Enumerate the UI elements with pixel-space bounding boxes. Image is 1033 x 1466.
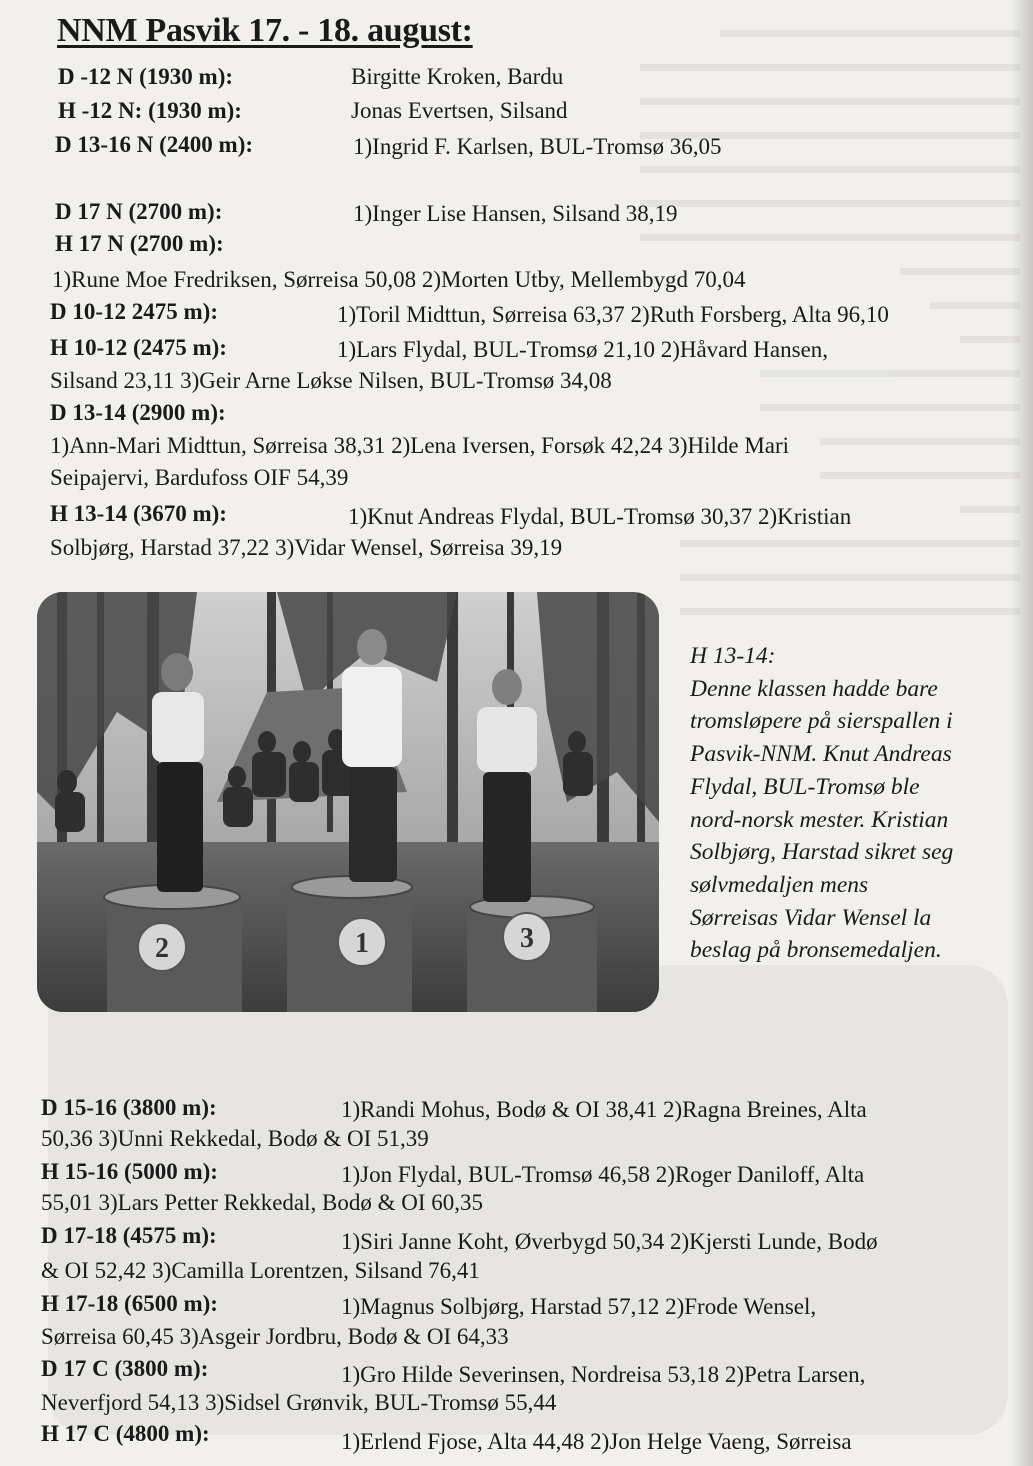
- result-entry: 1)Lars Flydal, BUL-Tromsø 21,10 2)Håvard Hansen,: [337, 337, 829, 362]
- result-entry: & OI 52,42 3)Camilla Lorentzen, Silsand 76,41: [41, 1258, 480, 1283]
- caption-line: Pasvik-NNM. Knut Andreas: [690, 741, 952, 768]
- result-entry: Seipajervi, Bardufoss OIF 54,39: [50, 465, 349, 490]
- result-entry: 1)Inger Lise Hansen, Silsand 38,19: [353, 201, 678, 226]
- result-entry: Solbjørg, Harstad 37,22 3)Vidar Wensel, Sørreisa 39,19: [50, 535, 563, 560]
- result-class: H 10-12 (2475 m):: [50, 335, 227, 360]
- result-entry: Neverfjord 54,13 3)Sidsel Grønvik, BUL-Tromsø 55,44: [41, 1390, 557, 1415]
- result-class: D -12 N (1930 m):: [58, 64, 234, 89]
- result-class: D 17-18 (4575 m):: [41, 1223, 217, 1248]
- result-entry: 1)Toril Midttun, Sørreisa 63,37 2)Ruth Forsberg, Alta 96,10: [337, 302, 889, 327]
- caption-line: H 13-14:: [690, 643, 776, 669]
- result-entry: 1)Magnus Solbjørg, Harstad 57,12 2)Frode Wensel,: [341, 1294, 817, 1319]
- result-class: D 15-16 (3800 m):: [41, 1095, 217, 1120]
- result-class: D 17 N (2700 m):: [55, 199, 223, 224]
- result-class: H 17 C (4800 m):: [41, 1421, 210, 1446]
- result-entry: Silsand 23,11 3)Geir Arne Løkse Nilsen, BUL-Tromsø 34,08: [50, 368, 612, 393]
- podium-number: 3: [520, 923, 534, 954]
- result-class: D 13-14 (2900 m):: [50, 400, 226, 425]
- result-entry: 50,36 3)Unni Rekkedal, Bodø & OI 51,39: [41, 1126, 429, 1151]
- result-class: D 13-16 N (2400 m):: [55, 132, 254, 157]
- result-entry: 1)Jon Flydal, BUL-Tromsø 46,58 2)Roger Daniloff, Alta: [341, 1162, 865, 1187]
- podium-number: 2: [155, 933, 169, 964]
- result-class: H 17-18 (6500 m):: [41, 1291, 218, 1316]
- result-entry: Jonas Evertsen, Silsand: [351, 98, 568, 123]
- result-class: H 17 N (2700 m):: [55, 231, 224, 256]
- result-entry: 1)Ann-Mari Midttun, Sørreisa 38,31 2)Lena Iversen, Forsøk 42,24 3)Hilde Mari: [50, 433, 790, 458]
- caption-line: beslag på bronsemedaljen.: [690, 937, 942, 964]
- result-class: H 15-16 (5000 m):: [41, 1159, 218, 1184]
- result-class: D 17 C (3800 m):: [41, 1356, 209, 1381]
- result-entry: 1)Siri Janne Koht, Øverbygd 50,34 2)Kjersti Lunde, Bodø: [341, 1229, 878, 1254]
- page-title: NNM Pasvik 17. - 18. august:: [57, 12, 473, 49]
- caption-line: Flydal, BUL-Tromsø ble: [690, 773, 920, 800]
- caption-line: Solbjørg, Harstad sikret seg: [690, 839, 954, 866]
- photo-caption: [690, 640, 1020, 967]
- result-entry: Birgitte Kroken, Bardu: [351, 64, 564, 89]
- result-class: D 10-12 2475 m):: [50, 299, 218, 324]
- caption-line: nord-norsk mester. Kristian: [690, 806, 949, 833]
- result-entry: 1)Gro Hilde Severinsen, Nordreisa 53,18 2)Petra Larsen,: [341, 1362, 866, 1387]
- result-entry: 1)Ingrid F. Karlsen, BUL-Tromsø 36,05: [353, 134, 722, 159]
- result-entry: 1)Erlend Fjose, Alta 44,48 2)Jon Helge Vaeng, Sørreisa: [341, 1429, 852, 1454]
- result-class: H -12 N: (1930 m):: [58, 98, 242, 123]
- caption-line: Denne klassen hadde bare: [690, 675, 938, 702]
- podium-number: 1: [355, 928, 369, 959]
- result-entry: Sørreisa 60,45 3)Asgeir Jordbru, Bodø & OI 64,33: [41, 1324, 509, 1349]
- result-class: H 13-14 (3670 m):: [50, 501, 227, 526]
- result-entry: 1)Randi Mohus, Bodø & OI 38,41 2)Ragna Breines, Alta: [341, 1097, 867, 1122]
- result-entry: 55,01 3)Lars Petter Rekkedal, Bodø & OI 60,35: [41, 1190, 484, 1215]
- caption-line: sølvmedaljen mens: [690, 871, 869, 898]
- result-entry: 1)Rune Moe Fredriksen, Sørreisa 50,08 2)Morten Utby, Mellembygd 70,04: [52, 267, 746, 292]
- caption-line: tromsløpere på sierspallen i: [690, 708, 953, 735]
- caption-line: Sørreisas Vidar Wensel la: [690, 904, 932, 931]
- podium-photo: [37, 592, 659, 1012]
- result-entry: 1)Knut Andreas Flydal, BUL-Tromsø 30,37 2)Kristian: [348, 504, 852, 529]
